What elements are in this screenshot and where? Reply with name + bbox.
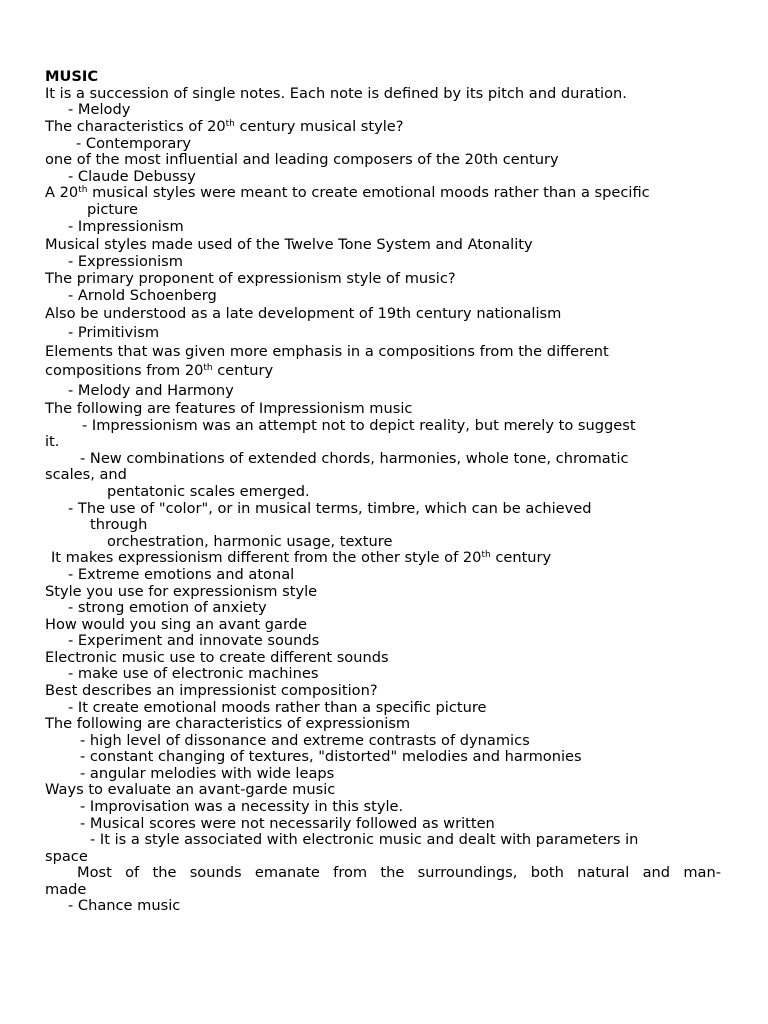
question-line: one of the most influential and leading composers of the 20th century [45,151,559,168]
answer-line: - Impressionism was an attempt not to depict reality, but merely to suggest [82,417,636,434]
answer-line-cont: space [45,848,88,865]
question-line: Style you use for expressionism style [45,583,318,600]
answer-line-cont: it. [45,433,60,450]
answer-line: - Contemporary [76,135,191,152]
question-line: Musical styles made used of the Twelve Tone System and Atonality [45,236,533,253]
question-line: Ways to evaluate an avant-garde music [45,781,336,798]
answer-line-cont: made [45,881,87,898]
question-line-cont: compositions from 20th century [45,362,274,379]
question-line: Also be understood as a late development of 19th century nationalism [45,305,562,322]
answer-line: - high level of dissonance and extreme contrasts of dynamics [80,732,530,749]
question-line: Elements that was given more emphasis in a compositions from the different [45,343,609,360]
question-line: The following are characteristics of expressionism [45,715,411,732]
answer-line: - Chance music [68,897,181,914]
answer-line: - Impressionism [68,218,184,235]
answer-line: Most of the sounds emanate from the surroundings, both natural and man- [77,864,721,881]
answer-line: - New combinations of extended chords, harmonies, whole tone, chromatic [80,450,629,467]
answer-line-cont: orchestration, harmonic usage, texture [107,533,393,550]
question-line: The primary proponent of expressionism style of music? [45,270,456,287]
question-line: A 20th musical styles were meant to create emotional moods rather than a specific [45,184,650,201]
question-line: The following are features of Impressionism music [45,400,413,417]
answer-line: - Expressionism [68,253,183,270]
answer-line: - Musical scores were not necessarily followed as written [80,815,495,832]
doc-title: MUSIC [45,68,99,85]
question-line: How would you sing an avant garde [45,616,307,633]
answer-line: - The use of "color", or in musical terms, timbre, which can be achieved [68,500,592,517]
question-line: It makes expressionism different from the other style of 20th century [51,549,552,566]
answer-line: - Arnold Schoenberg [68,287,217,304]
answer-line: - It is a style associated with electronic music and dealt with parameters in [90,831,639,848]
answer-line: - angular melodies with wide leaps [80,765,335,782]
answer-line: - Claude Debussy [68,168,196,185]
answer-line: - Melody and Harmony [68,382,234,399]
answer-line: - Experiment and innovate sounds [68,632,320,649]
answer-line: - Extreme emotions and atonal [68,566,295,583]
question-line-cont: picture [87,201,138,218]
answer-line: - Melody [68,101,131,118]
answer-line: - It create emotional moods rather than a specific picture [68,699,487,716]
question-line: The characteristics of 20th century musical style? [45,118,404,135]
answer-line: - Primitivism [68,324,160,341]
answer-line: - strong emotion of anxiety [68,599,267,616]
answer-line-cont: pentatonic scales emerged. [107,483,310,500]
answer-line: - Improvisation was a necessity in this style. [80,798,404,815]
answer-line: - make use of electronic machines [68,665,319,682]
question-line: Electronic music use to create different sounds [45,649,389,666]
answer-line-cont: scales, and [45,466,127,483]
question-line: Best describes an impressionist composition? [45,682,378,699]
answer-line-cont: through [90,516,148,533]
answer-line: - constant changing of textures, "distorted" melodies and harmonies [80,748,582,765]
question-line: It is a succession of single notes. Each note is defined by its pitch and duration. [45,85,627,102]
